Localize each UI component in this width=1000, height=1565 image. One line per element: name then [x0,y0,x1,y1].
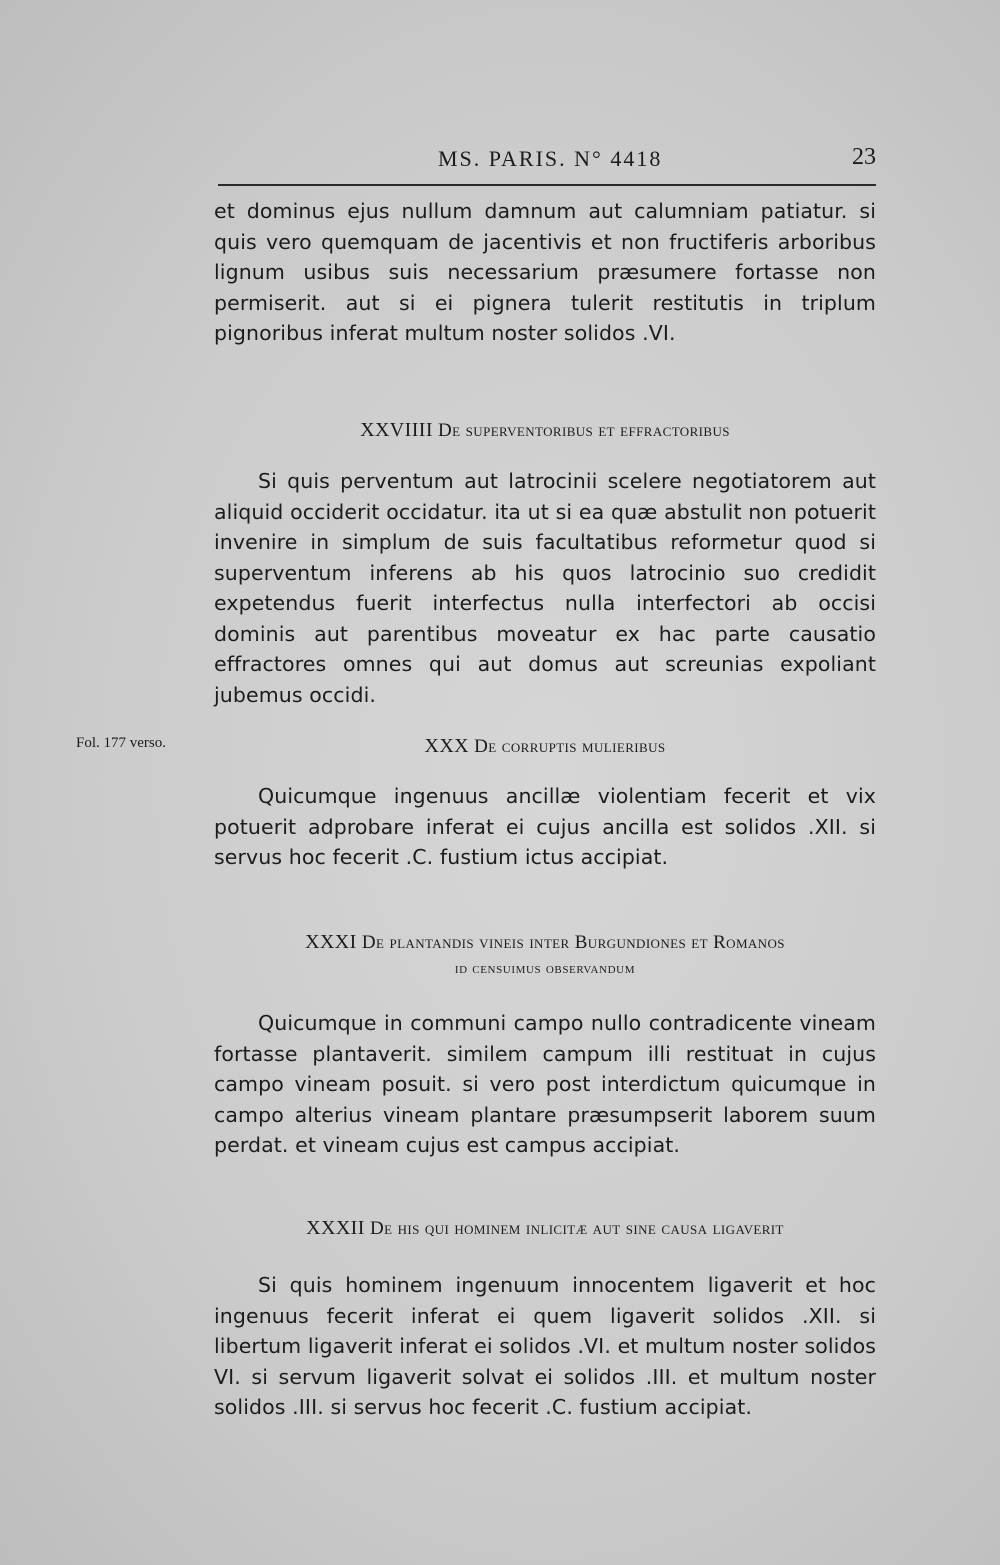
heading-xxviiii [214,416,876,445]
heading-number: XXX [424,735,470,757]
paragraph-1: et dominus ejus nullum damnum aut calumniam patiatur. si quis vero quemquam de jacentivis et non fructiferis arboribus lignum usibus suis necessarium præsumere fortasse non permiserit. aut si ei pignera tulerit restitutis in triplum pignoribus inferat multum noster solidos .VI. [214,199,876,345]
heading-number: XXVIIII [360,419,433,441]
page-number: 23 [852,144,876,170]
paragraph-2: Si quis perventum aut latrocinii scelere negotiatorem aut aliquid occiderit occidatur. ita ut si ea quæ abstulit non potuerit invenire in simplum de suis facultatibus reformetur quod si superventum inferens ab his quos latrocinio suo credidit expetendus fuerit interfectus nulla interfectori ab occisi dominis aut parentibus moveatur ex hac parte causatio effractores omnes qui aut domus aut screunias expoliant jubemus occidi. [214,469,876,707]
heading-number: XXXII [306,1217,365,1239]
heading-xxxi [214,928,876,957]
paragraph-3: Quicumque ingenuus ancillæ violentiam fecerit et vix potuerit adprobare inferat ei cujus ancilla est solidos .XII. si servus hoc fecerit .C. fustium ictus accipiat. [214,784,876,869]
page-header [218,140,876,186]
margin-note-folio: Fol. 177 verso. [76,735,166,751]
heading-xxxi-subtitle: id censuimus observandum [454,960,636,977]
paragraph-4: Quicumque in communi campo nullo contradicente vineam fortasse plantaverit. similem campum illi restituat in cujus campo vineam posuit. si vero post interdictum quicumque in campo alterius vineam plantare præsumpserit laborem suum perdat. et vineam cujus est campus accipiat. [214,1011,876,1157]
heading-title: De superventoribus et effractoribus [438,420,730,441]
heading-number: XXXI [305,931,357,953]
heading-xxx [214,732,876,761]
heading-title: De plantandis vineis inter Burgundiones et Romanos [361,932,785,953]
heading-xxxii [214,1214,876,1243]
paragraph-5: Si quis hominem ingenuum innocentem ligaverit et hoc ingenuus fecerit inferat ei quem ligaverit solidos .XII. si libertum ligaverit inferat ei solidos .VI. et multum noster solidos VI. si servum ligaverit solvat ei solidos .III. et multum noster solidos .III. si servus hoc fecerit .C. fustium accipiat. [214,1273,876,1419]
running-head: MS. PARIS. N° 4418 [438,146,663,171]
heading-title: De corruptis mulieribus [474,736,666,757]
heading-title: De his qui hominem inlicitæ aut sine causa ligaverit [369,1218,784,1239]
